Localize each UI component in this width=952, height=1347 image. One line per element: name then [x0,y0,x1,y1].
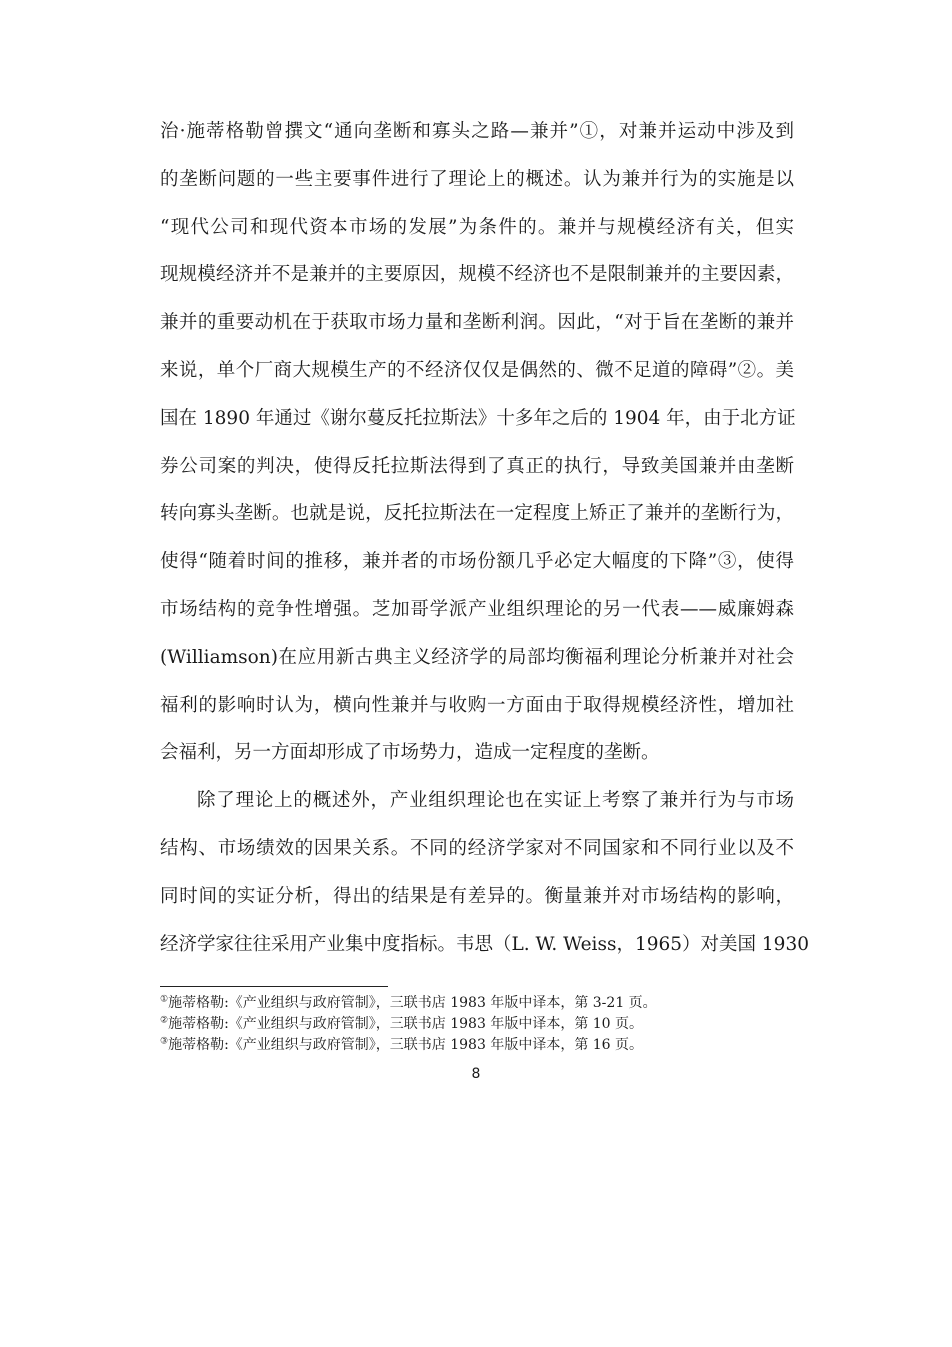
footnote-text: 施蒂格勒:《产业组织与政府管制》，三联书店 1983 年版中译本，第 16 页。 [168,1037,644,1053]
text-line: 市场结构的竞争性增强。芝加哥学派产业组织理论的另一代表——威廉姆森 [160,598,794,620]
text-line: 来说，单个厂商大规模生产的不经济仅仅是偶然的、微不足道的障碍”②。美 [160,359,794,381]
text-line: “现代公司和现代资本市场的发展”为条件的。兼并与规模经济有关，但实 [160,216,794,238]
text-line: (Williamson)在应用新古典主义经济学的局部均衡福利理论分析兼并对社会 [160,646,794,668]
text-line: 治·施蒂格勒曾撰文“通向垄断和寡头之路—兼并”①，对兼并运动中涉及到 [160,121,794,142]
text-line: 使得“随着时间的推移，兼并者的市场份额几乎必定大幅度的下降”③，使得 [160,551,794,573]
text-line: 现规模经济并不是兼并的主要原因，规模不经济也不是限制兼并的主要因素， [160,264,794,286]
text-line: 券公司案的判决，使得反托拉斯法得到了真正的执行，导致美国兼并由垄断 [160,455,794,477]
footnote-3 [160,1035,794,1056]
footnote-mark: ② [160,1015,169,1026]
paragraph-1 [160,112,794,781]
footnote-divider [160,986,388,987]
footnote-mark: ③ [160,1036,169,1047]
text-line: 的垄断问题的一些主要事件进行了理论上的概述。认为兼并行为的实施是以 [160,168,794,190]
paragraph-2 [160,781,809,972]
footnote-2 [160,1014,794,1035]
text-line: 会福利，另一方面却形成了市场势力，造成一定程度的垄断。 [160,742,660,764]
footnote-mark: ① [160,994,169,1005]
text-line: 兼并的重要动机在于获取市场力量和垄断利润。因此，“对于旨在垄断的兼并 [160,312,794,334]
text-line: 福利的影响时认为，横向性兼并与收购一方面由于取得规模经济性，增加社 [160,694,794,716]
text-line: 转向寡头垄断。也就是说，反托拉斯法在一定程度上矫正了兼并的垄断行为， [160,503,794,525]
text-line: 经济学家往往采用产业集中度指标。韦思（L. W. Weiss，1965）对美国 1930 [160,933,809,955]
text-line: 同时间的实证分析，得出的结果是有差异的。衡量兼并对市场结构的影响， [160,885,794,907]
page-number: 8 [471,1066,481,1082]
footnote-text: 施蒂格勒:《产业组织与政府管制》，三联书店 1983 年版中译本，第 10 页。 [168,1016,644,1032]
body-text [160,112,809,972]
text-line: 结构、市场绩效的因果关系。不同的经济学家对不同国家和不同行业以及不 [160,837,794,859]
footnote-1 [160,993,794,1014]
footnote-text: 施蒂格勒:《产业组织与政府管制》，三联书店 1983 年版中译本，第 3-21 页。 [168,995,657,1011]
footnotes [160,993,794,1056]
text-line: 除了理论上的概述外，产业组织理论也在实证上考察了兼并行为与市场 [197,790,794,812]
text-line: 国在 1890 年通过《谢尔蔓反托拉斯法》十多年之后的 1904 年，由于北方证 [160,407,796,429]
